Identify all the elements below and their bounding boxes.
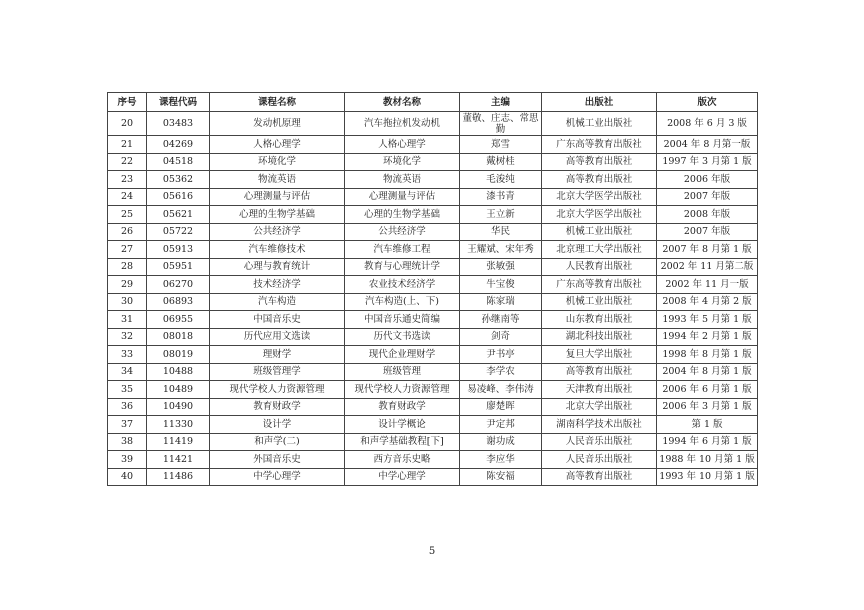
table-row — [108, 363, 758, 381]
table-cell: 2006 年 3 月第 1 版 — [657, 398, 758, 416]
table-cell: 北京大学出版社 — [542, 398, 657, 416]
table-cell: 04269 — [147, 136, 210, 154]
table-cell: 环境化学 — [345, 153, 460, 171]
table-cell: 山东教育出版社 — [542, 311, 657, 329]
table-cell: 北京大学医学出版社 — [542, 206, 657, 224]
table-row — [108, 206, 758, 224]
table-cell: 剑奇 — [460, 328, 542, 346]
table-cell: 36 — [108, 398, 147, 416]
table-row — [108, 346, 758, 364]
table-row — [108, 293, 758, 311]
table-cell: 06955 — [147, 311, 210, 329]
table-row — [108, 311, 758, 329]
table-cell: 11419 — [147, 433, 210, 451]
table-cell: 心理测量与评估 — [210, 188, 345, 206]
table-cell: 08018 — [147, 328, 210, 346]
table-cell: 06893 — [147, 293, 210, 311]
table-cell: 和声学(二) — [210, 433, 345, 451]
table-cell: 23 — [108, 171, 147, 189]
table-cell: 35 — [108, 381, 147, 399]
table-cell: 设计学概论 — [345, 416, 460, 434]
table-cell: 1998 年 8 月第 1 版 — [657, 346, 758, 364]
table-cell: 公共经济学 — [210, 223, 345, 241]
table-cell: 尹书亭 — [460, 346, 542, 364]
table-row — [108, 258, 758, 276]
table-cell: 31 — [108, 311, 147, 329]
table-cell: 陈家瑞 — [460, 293, 542, 311]
table-cell: 人民音乐出版社 — [542, 451, 657, 469]
table-cell: 10489 — [147, 381, 210, 399]
table-cell: 汽车维修技术 — [210, 241, 345, 259]
table-cell: 公共经济学 — [345, 223, 460, 241]
table-cell: 机械工业出版社 — [542, 223, 657, 241]
table-cell: 1994 年 2 月第 1 版 — [657, 328, 758, 346]
table-cell: 2006 年 6 月第 1 版 — [657, 381, 758, 399]
table-cell: 郑雪 — [460, 136, 542, 154]
table-cell: 李学农 — [460, 363, 542, 381]
table-cell: 05722 — [147, 223, 210, 241]
table-cell: 05616 — [147, 188, 210, 206]
table-cell: 尹定邦 — [460, 416, 542, 434]
column-header: 教材名称 — [345, 93, 460, 112]
table-cell: 教育财政学 — [345, 398, 460, 416]
table-row — [108, 112, 758, 136]
table-cell: 农业技术经济学 — [345, 276, 460, 294]
table-row — [108, 416, 758, 434]
table-cell: 37 — [108, 416, 147, 434]
table-cell: 陈安福 — [460, 468, 542, 486]
table-cell: 29 — [108, 276, 147, 294]
table-cell: 孙继南等 — [460, 311, 542, 329]
table-cell: 天津教育出版社 — [542, 381, 657, 399]
table-cell: 2004 年 8 月第 1 版 — [657, 363, 758, 381]
table-cell: 漆书青 — [460, 188, 542, 206]
table-cell: 班级管理学 — [210, 363, 345, 381]
table-cell: 33 — [108, 346, 147, 364]
table-cell: 技术经济学 — [210, 276, 345, 294]
table-cell: 心理测量与评估 — [345, 188, 460, 206]
table-cell: 华民 — [460, 223, 542, 241]
table-cell: 心理的生物学基础 — [210, 206, 345, 224]
column-header: 课程名称 — [210, 93, 345, 112]
table-cell: 24 — [108, 188, 147, 206]
table-cell: 03483 — [147, 112, 210, 136]
column-header: 课程代码 — [147, 93, 210, 112]
table-cell: 人民音乐出版社 — [542, 433, 657, 451]
table-cell: 10490 — [147, 398, 210, 416]
table-cell: 西方音乐史略 — [345, 451, 460, 469]
table-cell: 2008 年 6 月 3 版 — [657, 112, 758, 136]
table-cell: 班级管理 — [345, 363, 460, 381]
table-cell: 06270 — [147, 276, 210, 294]
table-cell: 34 — [108, 363, 147, 381]
table-cell: 北京理工大学出版社 — [542, 241, 657, 259]
table-cell: 38 — [108, 433, 147, 451]
table-cell: 1993 年 10 月第 1 版 — [657, 468, 758, 486]
table-cell: 22 — [108, 153, 147, 171]
table-cell: 李应华 — [460, 451, 542, 469]
table-cell: 高等教育出版社 — [542, 171, 657, 189]
table-cell: 11486 — [147, 468, 210, 486]
table-cell: 物流英语 — [345, 171, 460, 189]
table-cell: 王耀斌、宋年秀 — [460, 241, 542, 259]
table-row — [108, 188, 758, 206]
table-cell: 教育财政学 — [210, 398, 345, 416]
table-cell: 10488 — [147, 363, 210, 381]
table-cell: 牛宝俊 — [460, 276, 542, 294]
table-cell: 28 — [108, 258, 147, 276]
column-header: 序号 — [108, 93, 147, 112]
table-cell: 复旦大学出版社 — [542, 346, 657, 364]
table-cell: 2008 年 4 月第 2 版 — [657, 293, 758, 311]
table-row — [108, 433, 758, 451]
table-cell: 心理的生物学基础 — [345, 206, 460, 224]
table-cell: 历代文书选读 — [345, 328, 460, 346]
table-row — [108, 136, 758, 154]
table-cell: 人格心理学 — [210, 136, 345, 154]
table-cell: 05621 — [147, 206, 210, 224]
table-cell: 物流英语 — [210, 171, 345, 189]
table-cell: 理财学 — [210, 346, 345, 364]
table-cell: 27 — [108, 241, 147, 259]
table-cell: 发动机原理 — [210, 112, 345, 136]
table-row — [108, 398, 758, 416]
table-cell: 董敬、庄志、常思勤 — [460, 112, 542, 136]
table-cell: 1997 年 3 月第 1 版 — [657, 153, 758, 171]
table-cell: 湖南科学技术出版社 — [542, 416, 657, 434]
table-cell: 32 — [108, 328, 147, 346]
table-cell: 20 — [108, 112, 147, 136]
table-cell: 39 — [108, 451, 147, 469]
table-cell: 环境化学 — [210, 153, 345, 171]
table-cell: 中学心理学 — [210, 468, 345, 486]
table-row — [108, 276, 758, 294]
table-cell: 汽车拖拉机发动机 — [345, 112, 460, 136]
table-cell: 05951 — [147, 258, 210, 276]
table-cell: 湖北科技出版社 — [542, 328, 657, 346]
table-cell: 21 — [108, 136, 147, 154]
table-cell: 2007 年 8 月第 1 版 — [657, 241, 758, 259]
table-cell: 2004 年 8 月第一版 — [657, 136, 758, 154]
table-cell: 广东高等教育出版社 — [542, 276, 657, 294]
table-cell: 历代应用文选读 — [210, 328, 345, 346]
table-cell: 2002 年 11 月一版 — [657, 276, 758, 294]
table-cell: 人格心理学 — [345, 136, 460, 154]
table-cell: 汽车构造(上、下) — [345, 293, 460, 311]
table-cell: 11421 — [147, 451, 210, 469]
table-cell: 中学心理学 — [345, 468, 460, 486]
table-cell: 现代学校人力资源管理 — [345, 381, 460, 399]
table-row — [108, 241, 758, 259]
table-cell: 25 — [108, 206, 147, 224]
table-cell: 现代学校人力资源管理 — [210, 381, 345, 399]
table-cell: 汽车构造 — [210, 293, 345, 311]
table-cell: 08019 — [147, 346, 210, 364]
table-cell: 04518 — [147, 153, 210, 171]
table-cell: 外国音乐史 — [210, 451, 345, 469]
table-cell: 设计学 — [210, 416, 345, 434]
table-cell: 中国音乐通史简编 — [345, 311, 460, 329]
table-cell: 机械工业出版社 — [542, 112, 657, 136]
textbook-table — [107, 92, 758, 486]
table-cell: 11330 — [147, 416, 210, 434]
table-cell: 易凌峰、李伟涛 — [460, 381, 542, 399]
table-cell: 教育与心理统计学 — [345, 258, 460, 276]
table-cell: 05913 — [147, 241, 210, 259]
table-cell: 1988 年 10 月第 1 版 — [657, 451, 758, 469]
table-cell: 北京大学医学出版社 — [542, 188, 657, 206]
table-cell: 王立新 — [460, 206, 542, 224]
table-cell: 30 — [108, 293, 147, 311]
table-cell: 2002 年 11 月第二版 — [657, 258, 758, 276]
column-header: 出版社 — [542, 93, 657, 112]
table-row — [108, 451, 758, 469]
column-header: 主编 — [460, 93, 542, 112]
table-header-row — [108, 93, 758, 112]
table-row — [108, 153, 758, 171]
table-row — [108, 381, 758, 399]
table-row — [108, 328, 758, 346]
table-row — [108, 468, 758, 486]
table-cell: 26 — [108, 223, 147, 241]
table-cell: 廖楚晖 — [460, 398, 542, 416]
table-cell: 汽车维修工程 — [345, 241, 460, 259]
table-cell: 人民教育出版社 — [542, 258, 657, 276]
table-cell: 40 — [108, 468, 147, 486]
table-cell: 和声学基础教程[下] — [345, 433, 460, 451]
table-cell: 05362 — [147, 171, 210, 189]
table-cell: 中国音乐史 — [210, 311, 345, 329]
table-cell: 谢功成 — [460, 433, 542, 451]
table-cell: 2006 年版 — [657, 171, 758, 189]
table-cell: 2007 年版 — [657, 188, 758, 206]
table-cell: 毛浚纯 — [460, 171, 542, 189]
table-cell: 心理与教育统计 — [210, 258, 345, 276]
table-cell: 广东高等教育出版社 — [542, 136, 657, 154]
table-row — [108, 223, 758, 241]
table-cell: 戴树桂 — [460, 153, 542, 171]
column-header: 版次 — [657, 93, 758, 112]
table-cell: 现代企业理财学 — [345, 346, 460, 364]
table-cell: 高等教育出版社 — [542, 468, 657, 486]
table-cell: 高等教育出版社 — [542, 363, 657, 381]
table-cell: 2008 年版 — [657, 206, 758, 224]
table-cell: 2007 年版 — [657, 223, 758, 241]
table-cell: 1993 年 5 月第 1 版 — [657, 311, 758, 329]
table-cell: 第 1 版 — [657, 416, 758, 434]
table-cell: 1994 年 6 月第 1 版 — [657, 433, 758, 451]
page-number: 5 — [428, 546, 436, 557]
table-cell: 机械工业出版社 — [542, 293, 657, 311]
table-cell: 高等教育出版社 — [542, 153, 657, 171]
table-row — [108, 171, 758, 189]
table-cell: 张敏强 — [460, 258, 542, 276]
